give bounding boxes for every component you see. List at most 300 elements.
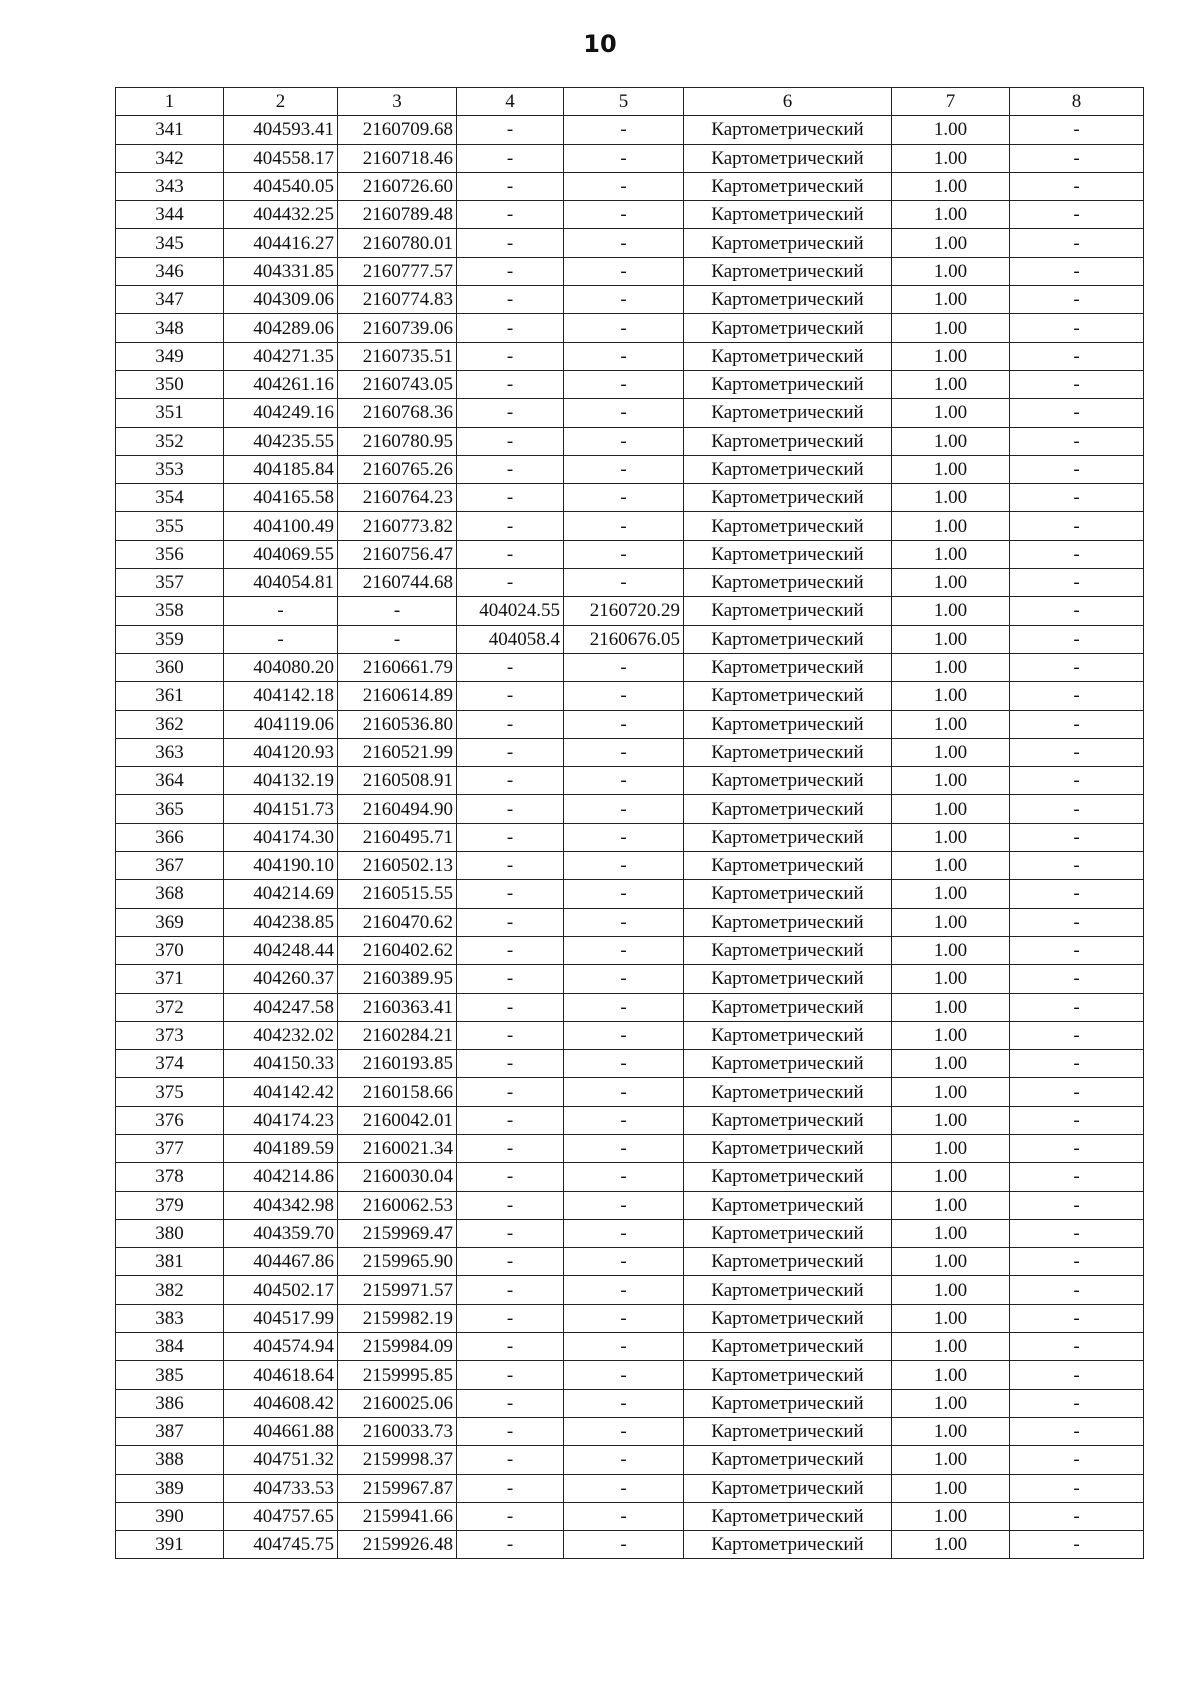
description-cell: - [1010,1502,1144,1530]
y-coordinate-cell: - [338,625,457,653]
x-new-coordinate-cell: - [457,172,564,200]
table-row [116,144,1144,172]
x-coordinate-cell: 404751.32 [224,1446,338,1474]
y-new-coordinate-cell: - [564,852,684,880]
description-cell: - [1010,569,1144,597]
x-new-coordinate-cell: - [457,993,564,1021]
description-cell: - [1010,908,1144,936]
y-coordinate-cell: 2160158.66 [338,1078,457,1106]
description-cell: - [1010,1333,1144,1361]
table-row [116,512,1144,540]
method-cell: Картометрический [684,767,892,795]
table-row [116,229,1144,257]
x-coordinate-cell: 404151.73 [224,795,338,823]
x-coordinate-cell: 404132.19 [224,767,338,795]
method-cell: Картометрический [684,852,892,880]
point-number-cell: 391 [116,1531,224,1559]
description-cell: - [1010,172,1144,200]
accuracy-cell: 1.00 [892,1502,1010,1530]
description-cell: - [1010,936,1144,964]
y-coordinate-cell: 2160508.91 [338,767,457,795]
point-number-cell: 375 [116,1078,224,1106]
method-cell: Картометрический [684,484,892,512]
accuracy-cell: 1.00 [892,653,1010,681]
table-row [116,116,1144,144]
method-cell: Картометрический [684,682,892,710]
accuracy-cell: 1.00 [892,1333,1010,1361]
y-new-coordinate-cell: - [564,201,684,229]
x-new-coordinate-cell: - [457,1163,564,1191]
y-new-coordinate-cell: - [564,314,684,342]
table-row [116,1502,1144,1530]
y-new-coordinate-cell: - [564,908,684,936]
method-cell: Картометрический [684,1219,892,1247]
method-cell: Картометрический [684,1050,892,1078]
table-row [116,993,1144,1021]
x-coordinate-cell: - [224,625,338,653]
accuracy-cell: 1.00 [892,852,1010,880]
x-new-coordinate-cell: - [457,908,564,936]
description-cell: - [1010,399,1144,427]
y-new-coordinate-cell: - [564,738,684,766]
y-new-coordinate-cell: - [564,427,684,455]
x-coordinate-cell: 404214.86 [224,1163,338,1191]
y-coordinate-cell: 2160744.68 [338,569,457,597]
table-row [116,540,1144,568]
description-cell: - [1010,455,1144,483]
point-number-cell: 346 [116,257,224,285]
y-new-coordinate-cell: - [564,1191,684,1219]
method-cell: Картометрический [684,653,892,681]
table-row [116,1219,1144,1247]
accuracy-cell: 1.00 [892,512,1010,540]
method-cell: Картометрический [684,1163,892,1191]
x-coordinate-cell: 404189.59 [224,1134,338,1162]
description-cell: - [1010,1531,1144,1559]
accuracy-cell: 1.00 [892,257,1010,285]
y-new-coordinate-cell: - [564,172,684,200]
accuracy-cell: 1.00 [892,1106,1010,1134]
y-new-coordinate-cell: - [564,512,684,540]
y-coordinate-cell: 2160521.99 [338,738,457,766]
x-new-coordinate-cell: - [457,569,564,597]
y-new-coordinate-cell: - [564,936,684,964]
accuracy-cell: 1.00 [892,455,1010,483]
y-new-coordinate-cell: - [564,1304,684,1332]
y-new-coordinate-cell: - [564,993,684,1021]
point-number-cell: 360 [116,653,224,681]
x-coordinate-cell: 404432.25 [224,201,338,229]
y-coordinate-cell: 2160768.36 [338,399,457,427]
x-coordinate-cell: 404100.49 [224,512,338,540]
accuracy-cell: 1.00 [892,144,1010,172]
description-cell: - [1010,1106,1144,1134]
column-header: 3 [338,88,457,116]
accuracy-cell: 1.00 [892,1361,1010,1389]
x-coordinate-cell: 404238.85 [224,908,338,936]
x-new-coordinate-cell: - [457,767,564,795]
accuracy-cell: 1.00 [892,1446,1010,1474]
description-cell: - [1010,880,1144,908]
point-number-cell: 383 [116,1304,224,1332]
table-row [116,455,1144,483]
accuracy-cell: 1.00 [892,993,1010,1021]
table-row [116,1333,1144,1361]
point-number-cell: 367 [116,852,224,880]
y-new-coordinate-cell: - [564,1333,684,1361]
table-row [116,625,1144,653]
y-new-coordinate-cell: - [564,286,684,314]
y-new-coordinate-cell: - [564,1219,684,1247]
accuracy-cell: 1.00 [892,201,1010,229]
y-coordinate-cell: 2159982.19 [338,1304,457,1332]
table-row [116,908,1144,936]
method-cell: Картометрический [684,795,892,823]
accuracy-cell: 1.00 [892,1191,1010,1219]
x-new-coordinate-cell: - [457,1106,564,1134]
y-coordinate-cell: 2160193.85 [338,1050,457,1078]
table-row [116,965,1144,993]
x-coordinate-cell: 404054.81 [224,569,338,597]
accuracy-cell: 1.00 [892,484,1010,512]
x-coordinate-cell: 404235.55 [224,427,338,455]
y-coordinate-cell: 2160515.55 [338,880,457,908]
method-cell: Картометрический [684,908,892,936]
point-number-cell: 341 [116,116,224,144]
y-coordinate-cell: 2160718.46 [338,144,457,172]
point-number-cell: 343 [116,172,224,200]
point-number-cell: 354 [116,484,224,512]
y-new-coordinate-cell: - [564,370,684,398]
table-row [116,399,1144,427]
x-coordinate-cell: 404261.16 [224,370,338,398]
table-row [116,936,1144,964]
description-cell: - [1010,1446,1144,1474]
accuracy-cell: 1.00 [892,1248,1010,1276]
accuracy-cell: 1.00 [892,540,1010,568]
point-number-cell: 356 [116,540,224,568]
x-new-coordinate-cell: - [457,1050,564,1078]
table-row [116,342,1144,370]
y-coordinate-cell: 2160777.57 [338,257,457,285]
description-cell: - [1010,484,1144,512]
description-cell: - [1010,144,1144,172]
method-cell: Картометрический [684,370,892,398]
table-row [116,1163,1144,1191]
point-number-cell: 359 [116,625,224,653]
y-coordinate-cell: 2160389.95 [338,965,457,993]
y-coordinate-cell: 2159995.85 [338,1361,457,1389]
x-new-coordinate-cell: - [457,1248,564,1276]
y-coordinate-cell: 2159926.48 [338,1531,457,1559]
method-cell: Картометрический [684,1078,892,1106]
table-row [116,1474,1144,1502]
x-coordinate-cell: 404558.17 [224,144,338,172]
x-coordinate-cell: 404309.06 [224,286,338,314]
x-new-coordinate-cell: - [457,795,564,823]
point-number-cell: 353 [116,455,224,483]
point-number-cell: 390 [116,1502,224,1530]
column-header: 7 [892,88,1010,116]
y-coordinate-cell: 2160033.73 [338,1417,457,1445]
point-number-cell: 382 [116,1276,224,1304]
point-number-cell: 381 [116,1248,224,1276]
point-number-cell: 387 [116,1417,224,1445]
point-number-cell: 349 [116,342,224,370]
description-cell: - [1010,1389,1144,1417]
description-cell: - [1010,540,1144,568]
method-cell: Картометрический [684,1502,892,1530]
point-number-cell: 368 [116,880,224,908]
y-coordinate-cell: 2160709.68 [338,116,457,144]
description-cell: - [1010,653,1144,681]
accuracy-cell: 1.00 [892,427,1010,455]
y-new-coordinate-cell: - [564,399,684,427]
x-new-coordinate-cell: - [457,427,564,455]
method-cell: Картометрический [684,1417,892,1445]
x-new-coordinate-cell: - [457,540,564,568]
y-coordinate-cell: 2160726.60 [338,172,457,200]
y-coordinate-cell: 2159971.57 [338,1276,457,1304]
point-number-cell: 378 [116,1163,224,1191]
x-coordinate-cell: 404289.06 [224,314,338,342]
point-number-cell: 384 [116,1333,224,1361]
x-new-coordinate-cell: - [457,823,564,851]
point-number-cell: 357 [116,569,224,597]
y-coordinate-cell: 2160494.90 [338,795,457,823]
accuracy-cell: 1.00 [892,880,1010,908]
method-cell: Картометрический [684,823,892,851]
page-number: 10 [583,30,617,58]
x-coordinate-cell: 404119.06 [224,710,338,738]
point-number-cell: 350 [116,370,224,398]
x-coordinate-cell: 404593.41 [224,116,338,144]
point-number-cell: 361 [116,682,224,710]
point-number-cell: 380 [116,1219,224,1247]
x-new-coordinate-cell: - [457,455,564,483]
x-new-coordinate-cell: 404024.55 [457,597,564,625]
method-cell: Картометрический [684,1021,892,1049]
table-row [116,1304,1144,1332]
table-row [116,738,1144,766]
description-cell: - [1010,229,1144,257]
table-row [116,1417,1144,1445]
x-new-coordinate-cell: - [457,1446,564,1474]
accuracy-cell: 1.00 [892,1134,1010,1162]
accuracy-cell: 1.00 [892,172,1010,200]
column-header: 8 [1010,88,1144,116]
accuracy-cell: 1.00 [892,738,1010,766]
x-new-coordinate-cell: 404058.4 [457,625,564,653]
y-new-coordinate-cell: - [564,710,684,738]
point-number-cell: 362 [116,710,224,738]
x-coordinate-cell: 404142.18 [224,682,338,710]
x-new-coordinate-cell: - [457,1219,564,1247]
table-row [116,653,1144,681]
point-number-cell: 344 [116,201,224,229]
table-row [116,1276,1144,1304]
column-header: 4 [457,88,564,116]
y-new-coordinate-cell: 2160720.29 [564,597,684,625]
accuracy-cell: 1.00 [892,1304,1010,1332]
x-coordinate-cell: 404232.02 [224,1021,338,1049]
y-coordinate-cell: 2160774.83 [338,286,457,314]
y-coordinate-cell: 2160062.53 [338,1191,457,1219]
method-cell: Картометрический [684,1248,892,1276]
x-new-coordinate-cell: - [457,1304,564,1332]
method-cell: Картометрический [684,399,892,427]
x-new-coordinate-cell: - [457,738,564,766]
x-coordinate-cell: 404214.69 [224,880,338,908]
point-number-cell: 347 [116,286,224,314]
description-cell: - [1010,1021,1144,1049]
method-cell: Картометрический [684,314,892,342]
x-coordinate-cell: 404247.58 [224,993,338,1021]
description-cell: - [1010,1163,1144,1191]
description-cell: - [1010,710,1144,738]
x-new-coordinate-cell: - [457,1191,564,1219]
table-row [116,880,1144,908]
y-coordinate-cell: 2159965.90 [338,1248,457,1276]
point-number-cell: 388 [116,1446,224,1474]
y-new-coordinate-cell: - [564,1050,684,1078]
method-cell: Картометрический [684,738,892,766]
x-coordinate-cell: 404331.85 [224,257,338,285]
table-row [116,314,1144,342]
y-coordinate-cell: 2159969.47 [338,1219,457,1247]
coordinates-table [115,87,1144,1559]
table-row [116,1361,1144,1389]
accuracy-cell: 1.00 [892,710,1010,738]
point-number-cell: 377 [116,1134,224,1162]
x-coordinate-cell: 404120.93 [224,738,338,766]
table-row [116,795,1144,823]
x-coordinate-cell: 404467.86 [224,1248,338,1276]
method-cell: Картометрический [684,1134,892,1162]
x-new-coordinate-cell: - [457,1021,564,1049]
table-row [116,370,1144,398]
y-coordinate-cell: 2160025.06 [338,1389,457,1417]
y-coordinate-cell: 2160363.41 [338,993,457,1021]
y-new-coordinate-cell: - [564,1248,684,1276]
description-cell: - [1010,512,1144,540]
x-coordinate-cell: 404165.58 [224,484,338,512]
y-coordinate-cell: 2160743.05 [338,370,457,398]
description-cell: - [1010,1361,1144,1389]
y-new-coordinate-cell: - [564,1474,684,1502]
accuracy-cell: 1.00 [892,965,1010,993]
y-coordinate-cell: 2159998.37 [338,1446,457,1474]
x-new-coordinate-cell: - [457,257,564,285]
y-new-coordinate-cell: - [564,1531,684,1559]
method-cell: Картометрический [684,144,892,172]
x-coordinate-cell: 404540.05 [224,172,338,200]
x-new-coordinate-cell: - [457,653,564,681]
table-row [116,1021,1144,1049]
accuracy-cell: 1.00 [892,767,1010,795]
x-new-coordinate-cell: - [457,314,564,342]
y-new-coordinate-cell: - [564,1276,684,1304]
accuracy-cell: 1.00 [892,1078,1010,1106]
x-coordinate-cell: 404502.17 [224,1276,338,1304]
description-cell: - [1010,1134,1144,1162]
description-cell: - [1010,625,1144,653]
y-coordinate-cell: 2160780.95 [338,427,457,455]
description-cell: - [1010,116,1144,144]
method-cell: Картометрический [684,880,892,908]
point-number-cell: 342 [116,144,224,172]
y-new-coordinate-cell: - [564,965,684,993]
method-cell: Картометрический [684,229,892,257]
method-cell: Картометрический [684,1389,892,1417]
description-cell: - [1010,1417,1144,1445]
y-coordinate-cell: 2160789.48 [338,201,457,229]
x-coordinate-cell: 404190.10 [224,852,338,880]
table-row [116,823,1144,851]
y-coordinate-cell: 2160780.01 [338,229,457,257]
x-coordinate-cell: 404757.65 [224,1502,338,1530]
y-new-coordinate-cell: - [564,1163,684,1191]
x-coordinate-cell: 404249.16 [224,399,338,427]
description-cell: - [1010,597,1144,625]
y-new-coordinate-cell: - [564,1502,684,1530]
method-cell: Картометрический [684,116,892,144]
method-cell: Картометрический [684,455,892,483]
y-coordinate-cell: - [338,597,457,625]
method-cell: Картометрический [684,993,892,1021]
accuracy-cell: 1.00 [892,936,1010,964]
table-row [116,257,1144,285]
accuracy-cell: 1.00 [892,342,1010,370]
y-coordinate-cell: 2160764.23 [338,484,457,512]
x-new-coordinate-cell: - [457,342,564,370]
column-header: 1 [116,88,224,116]
y-coordinate-cell: 2160661.79 [338,653,457,681]
point-number-cell: 372 [116,993,224,1021]
point-number-cell: 366 [116,823,224,851]
description-cell: - [1010,738,1144,766]
table-row [116,1050,1144,1078]
description-cell: - [1010,1474,1144,1502]
y-coordinate-cell: 2159941.66 [338,1502,457,1530]
y-coordinate-cell: 2160765.26 [338,455,457,483]
y-new-coordinate-cell: - [564,880,684,908]
table-row [116,1134,1144,1162]
x-new-coordinate-cell: - [457,1134,564,1162]
y-new-coordinate-cell: - [564,1361,684,1389]
x-new-coordinate-cell: - [457,1276,564,1304]
column-header: 5 [564,88,684,116]
point-number-cell: 386 [116,1389,224,1417]
y-new-coordinate-cell: - [564,767,684,795]
x-coordinate-cell: 404248.44 [224,936,338,964]
y-new-coordinate-cell: - [564,540,684,568]
x-new-coordinate-cell: - [457,1361,564,1389]
x-new-coordinate-cell: - [457,1078,564,1106]
x-coordinate-cell: 404150.33 [224,1050,338,1078]
accuracy-cell: 1.00 [892,1021,1010,1049]
y-coordinate-cell: 2159984.09 [338,1333,457,1361]
table-row [116,201,1144,229]
x-new-coordinate-cell: - [457,229,564,257]
x-coordinate-cell: 404185.84 [224,455,338,483]
method-cell: Картометрический [684,710,892,738]
x-coordinate-cell: 404517.99 [224,1304,338,1332]
x-coordinate-cell: 404733.53 [224,1474,338,1502]
table-row [116,1191,1144,1219]
x-new-coordinate-cell: - [457,1417,564,1445]
method-cell: Картометрический [684,1474,892,1502]
